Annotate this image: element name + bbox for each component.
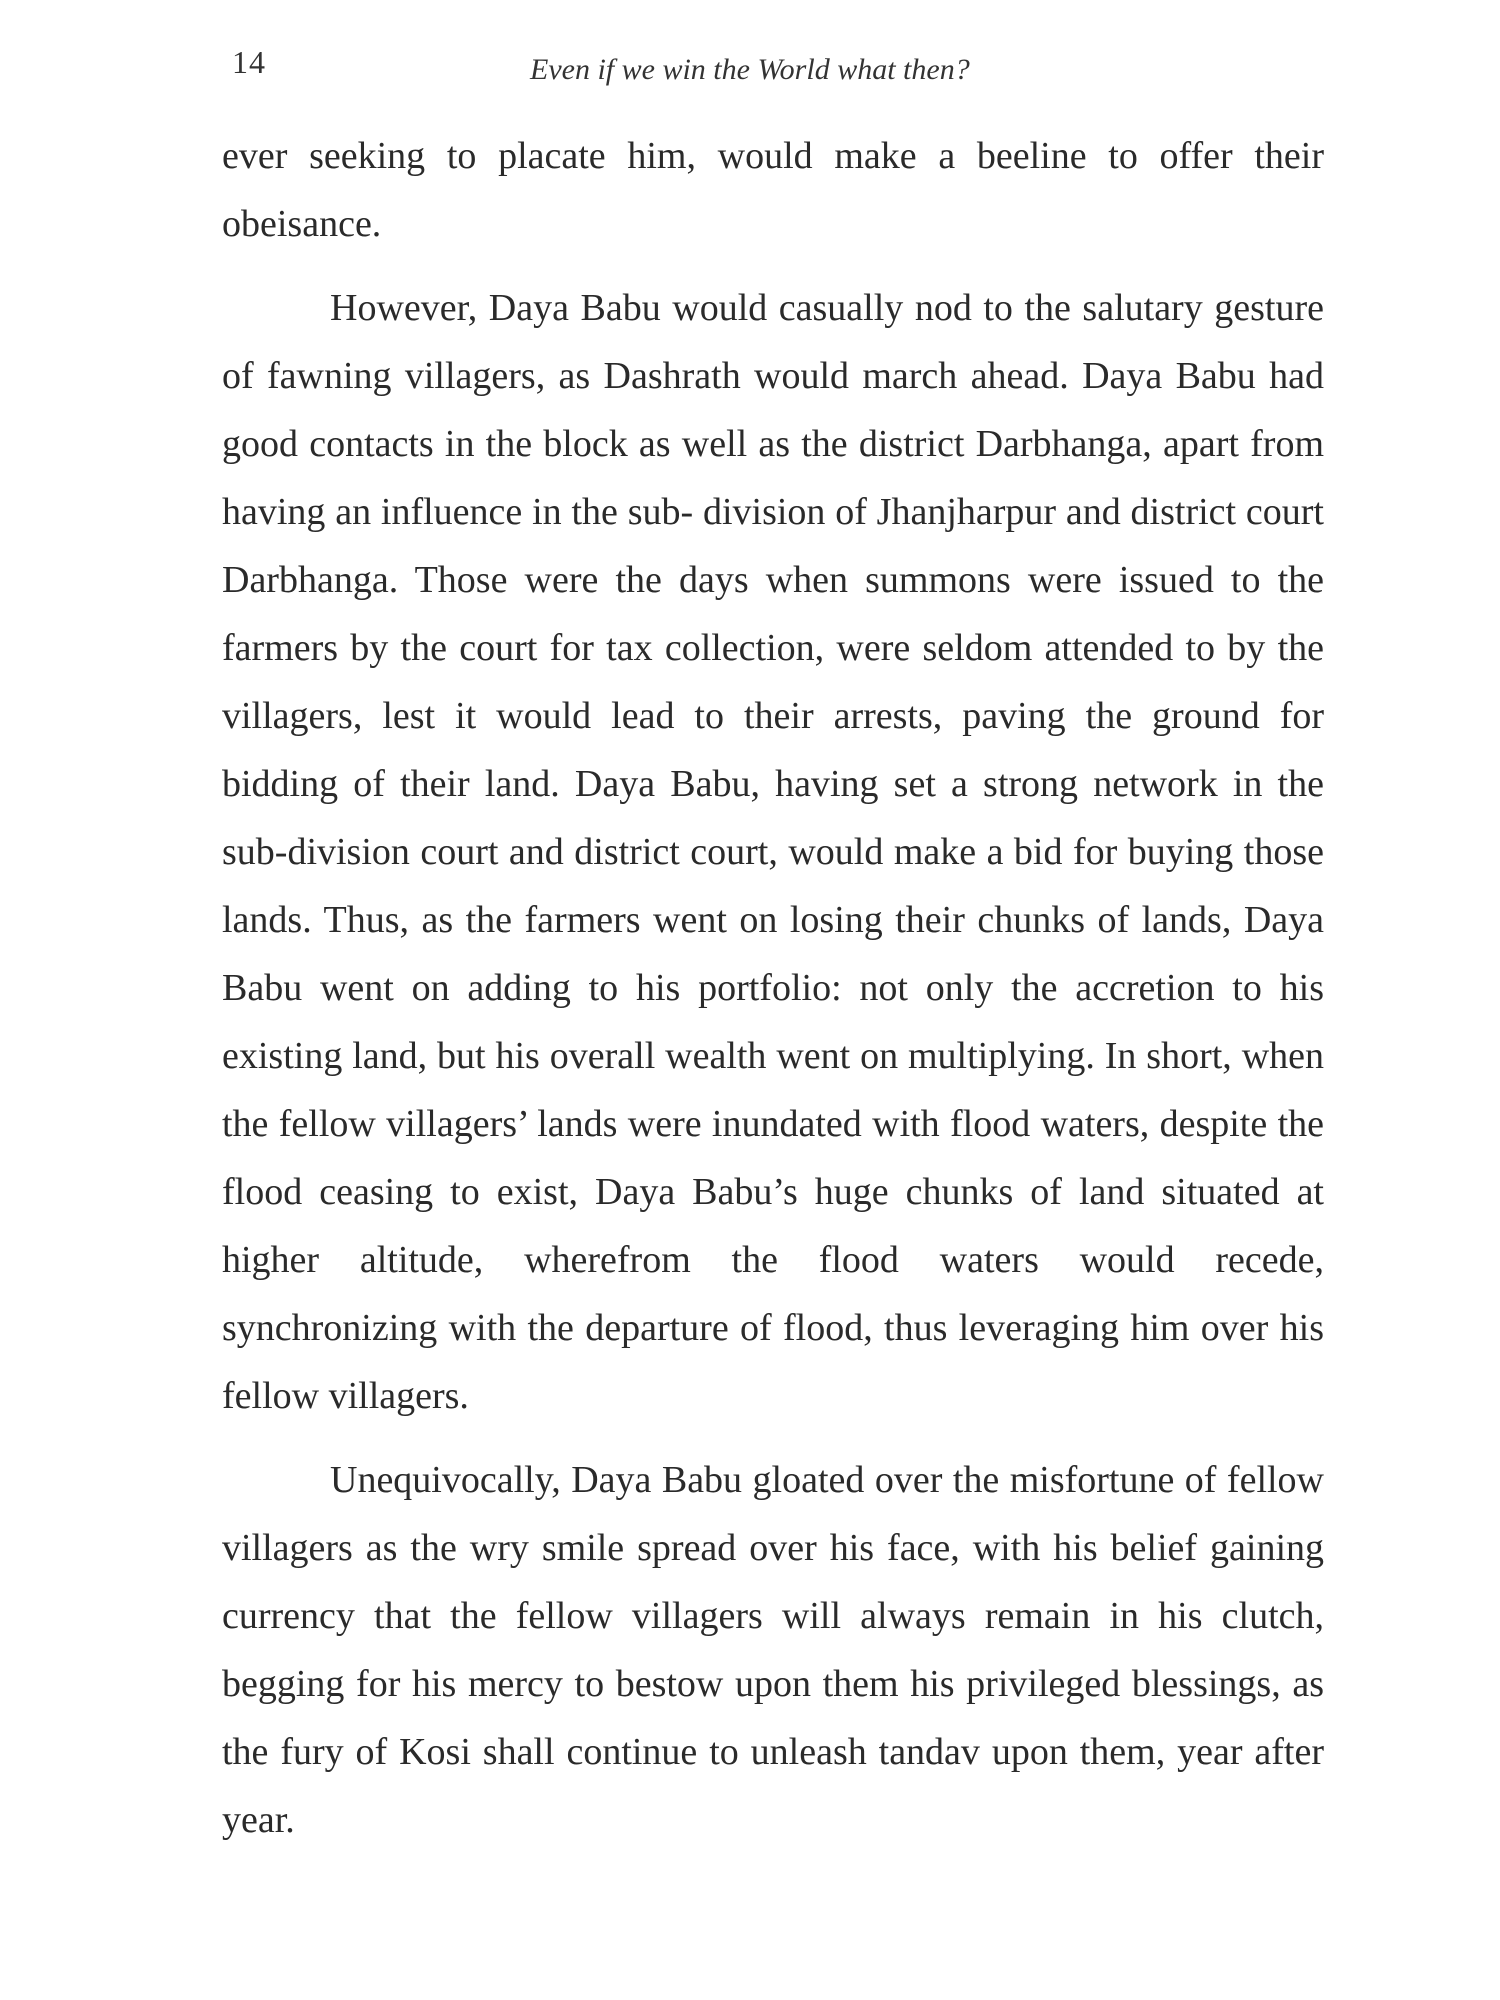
running-header-title: Even if we win the World what then? <box>530 53 970 86</box>
paragraph-daya-babu-contacts: However, Daya Babu would casually nod to the salutary gesture of fawning villagers, as Dashrath would march ahead. Daya Babu had good contacts in the block as well as the district Darbhanga, apart from having an influence in the sub- division of Jhanjharpur and district court Darbhanga. Those were the days when summons were issued to the farmers by the court for tax collection, were seldom attended to by the villagers, lest it would lead to their arrests, paving the ground for bidding of their land. Daya Babu, having set a strong network in the sub-division court and district court, would make a bid for buying those lands. Thus, as the farmers went on losing their chunks of lands, Daya Babu went on adding to his portfolio: not only the accretion to his existing land, but his overall wealth went on multiplying. In short, when the fellow villagers’ lands were inundated with flood waters, despite the flood ceasing to exist, Daya Babu’s huge chunks of land situated at higher altitude, wherefrom the flood waters would recede, synchronizing with the departure of flood, thus leveraging him over his fellow villagers. <box>222 287 1324 1417</box>
page-number: 14 <box>232 44 266 80</box>
paragraph-daya-babu-gloated: Unequivocally, Daya Babu gloated over the misfortune of fellow villagers as the wry smile spread over his face, with his belief gaining currency that the fellow villagers will always remain in his clutch, begging for his mercy to bestow upon them his privileged blessings, as the fury of Kosi shall continue to unleash tandav upon them, year after year. <box>222 1459 1324 1841</box>
paragraph-continued: ever seeking to placate him, would make a beeline to offer their obeisance. <box>222 135 1324 245</box>
body-text <box>222 122 1324 1870</box>
